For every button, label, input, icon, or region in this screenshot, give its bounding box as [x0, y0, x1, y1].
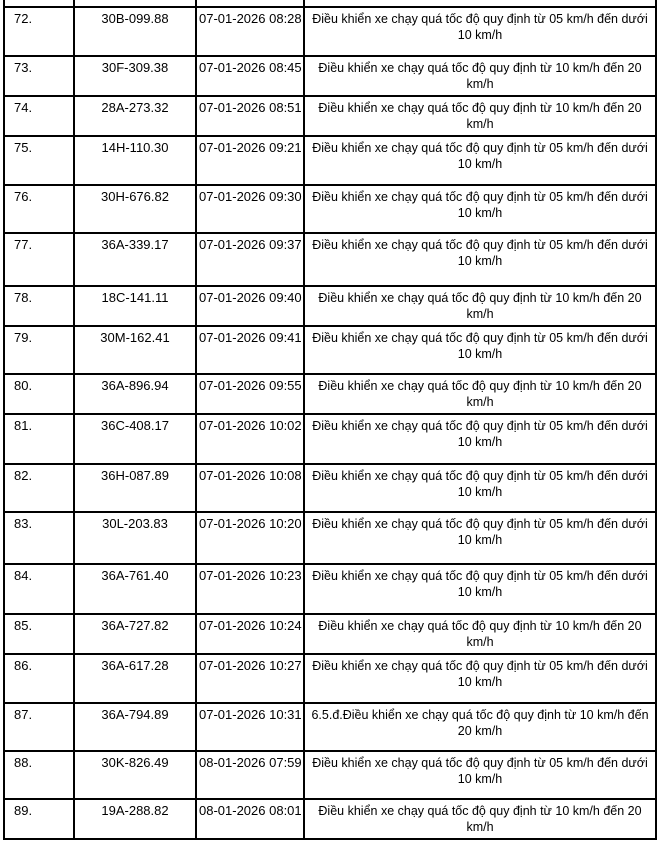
datetime-cell: 07-01-2026 09:40: [196, 286, 304, 326]
datetime-cell: 07-01-2026 10:20: [196, 512, 304, 564]
row-number-cell: 77.: [4, 233, 74, 286]
datetime-cell: [196, 0, 304, 7]
violation-cell: Điều khiển xe chạy quá tốc độ quy định từ 10 km/h đến 20 km/h: [304, 374, 656, 414]
datetime-cell: 07-01-2026 10:27: [196, 654, 304, 703]
datetime-cell: 08-01-2026 08:01: [196, 799, 304, 839]
row-number-cell: 87.: [4, 703, 74, 751]
violation-cell: Điều khiển xe chạy quá tốc độ quy định từ 05 km/h đến dưới 10 km/h: [304, 414, 656, 464]
datetime-cell: 07-01-2026 10:08: [196, 464, 304, 512]
table-row: [4, 512, 656, 564]
plate-cell: 30L-203.83: [74, 512, 196, 564]
violation-cell: Điều khiển xe chạy quá tốc độ quy định từ 05 km/h đến dưới 10 km/h: [304, 233, 656, 286]
plate-cell: 36A-617.28: [74, 654, 196, 703]
plate-cell: 30B-099.88: [74, 7, 196, 56]
row-number-cell: [4, 0, 74, 7]
plate-cell: 36C-408.17: [74, 414, 196, 464]
row-number-cell: 80.: [4, 374, 74, 414]
partial-previous-row: [4, 0, 656, 7]
datetime-cell: 08-01-2026 07:59: [196, 751, 304, 799]
plate-cell: 19A-288.82: [74, 799, 196, 839]
plate-cell: 36A-761.40: [74, 564, 196, 614]
row-number-cell: 86.: [4, 654, 74, 703]
violation-cell: Điều khiển xe chạy quá tốc độ quy định từ 05 km/h đến dưới 10 km/h: [304, 751, 656, 799]
datetime-cell: 07-01-2026 09:30: [196, 185, 304, 233]
plate-cell: 30H-676.82: [74, 185, 196, 233]
row-number-cell: 72.: [4, 7, 74, 56]
datetime-cell: 07-01-2026 09:55: [196, 374, 304, 414]
row-number-cell: 89.: [4, 799, 74, 839]
plate-cell: 36A-794.89: [74, 703, 196, 751]
plate-cell: 30F-309.38: [74, 56, 196, 96]
plate-cell: 30M-162.41: [74, 326, 196, 374]
table-row: [4, 96, 656, 136]
table-row: [4, 56, 656, 96]
plate-cell: 28A-273.32: [74, 96, 196, 136]
row-number-cell: 75.: [4, 136, 74, 185]
row-number-cell: 85.: [4, 614, 74, 654]
plate-cell: 36H-087.89: [74, 464, 196, 512]
row-number-cell: 76.: [4, 185, 74, 233]
table-row: [4, 614, 656, 654]
datetime-cell: 07-01-2026 09:37: [196, 233, 304, 286]
violation-cell: Điều khiển xe chạy quá tốc độ quy định từ 05 km/h đến dưới 10 km/h: [304, 7, 656, 56]
table-row: [4, 185, 656, 233]
violation-cell: 6.5.đ.Điều khiển xe chạy quá tốc độ quy định từ 10 km/h đến 20 km/h: [304, 703, 656, 751]
table-row: [4, 7, 656, 56]
datetime-cell: 07-01-2026 10:31: [196, 703, 304, 751]
plate-cell: [74, 0, 196, 7]
violation-cell: Điều khiển xe chạy quá tốc độ quy định từ 05 km/h đến dưới 10 km/h: [304, 564, 656, 614]
datetime-cell: 07-01-2026 10:02: [196, 414, 304, 464]
datetime-cell: 07-01-2026 08:51: [196, 96, 304, 136]
plate-cell: 30K-826.49: [74, 751, 196, 799]
table-row: [4, 799, 656, 839]
table-row: [4, 136, 656, 185]
datetime-cell: 07-01-2026 09:21: [196, 136, 304, 185]
datetime-cell: 07-01-2026 08:45: [196, 56, 304, 96]
row-number-cell: 73.: [4, 56, 74, 96]
violation-cell: Điều khiển xe chạy quá tốc độ quy định từ 05 km/h đến dưới 10 km/h: [304, 512, 656, 564]
table-row: [4, 703, 656, 751]
plate-cell: 14H-110.30: [74, 136, 196, 185]
datetime-cell: 07-01-2026 10:23: [196, 564, 304, 614]
table-row: [4, 286, 656, 326]
violation-cell: Điều khiển xe chạy quá tốc độ quy định từ 05 km/h đến dưới 10 km/h: [304, 326, 656, 374]
violations-table: [3, 0, 657, 840]
violation-cell: Điều khiển xe chạy quá tốc độ quy định từ 10 km/h đến 20 km/h: [304, 799, 656, 839]
row-number-cell: 84.: [4, 564, 74, 614]
plate-cell: 36A-339.17: [74, 233, 196, 286]
table-row: [4, 326, 656, 374]
violation-cell: [304, 0, 656, 7]
table-row: [4, 654, 656, 703]
row-number-cell: 83.: [4, 512, 74, 564]
violation-cell: Điều khiển xe chạy quá tốc độ quy định từ 05 km/h đến dưới 10 km/h: [304, 654, 656, 703]
table-row: [4, 464, 656, 512]
row-number-cell: 82.: [4, 464, 74, 512]
violation-cell: Điều khiển xe chạy quá tốc độ quy định từ 05 km/h đến dưới 10 km/h: [304, 136, 656, 185]
table-row: [4, 751, 656, 799]
violation-cell: Điều khiển xe chạy quá tốc độ quy định từ 10 km/h đến 20 km/h: [304, 56, 656, 96]
datetime-cell: 07-01-2026 08:28: [196, 7, 304, 56]
violation-cell: Điều khiển xe chạy quá tốc độ quy định từ 10 km/h đến 20 km/h: [304, 96, 656, 136]
row-number-cell: 78.: [4, 286, 74, 326]
table-row: [4, 233, 656, 286]
row-number-cell: 81.: [4, 414, 74, 464]
table-row: [4, 414, 656, 464]
datetime-cell: 07-01-2026 10:24: [196, 614, 304, 654]
table-row: [4, 374, 656, 414]
table-row: [4, 564, 656, 614]
violation-cell: Điều khiển xe chạy quá tốc độ quy định từ 10 km/h đến 20 km/h: [304, 614, 656, 654]
violation-cell: Điều khiển xe chạy quá tốc độ quy định từ 05 km/h đến dưới 10 km/h: [304, 185, 656, 233]
row-number-cell: 79.: [4, 326, 74, 374]
plate-cell: 18C-141.11: [74, 286, 196, 326]
plate-cell: 36A-727.82: [74, 614, 196, 654]
row-number-cell: 88.: [4, 751, 74, 799]
violation-cell: Điều khiển xe chạy quá tốc độ quy định từ 05 km/h đến dưới 10 km/h: [304, 464, 656, 512]
violation-cell: Điều khiển xe chạy quá tốc độ quy định từ 10 km/h đến 20 km/h: [304, 286, 656, 326]
row-number-cell: 74.: [4, 96, 74, 136]
plate-cell: 36A-896.94: [74, 374, 196, 414]
datetime-cell: 07-01-2026 09:41: [196, 326, 304, 374]
